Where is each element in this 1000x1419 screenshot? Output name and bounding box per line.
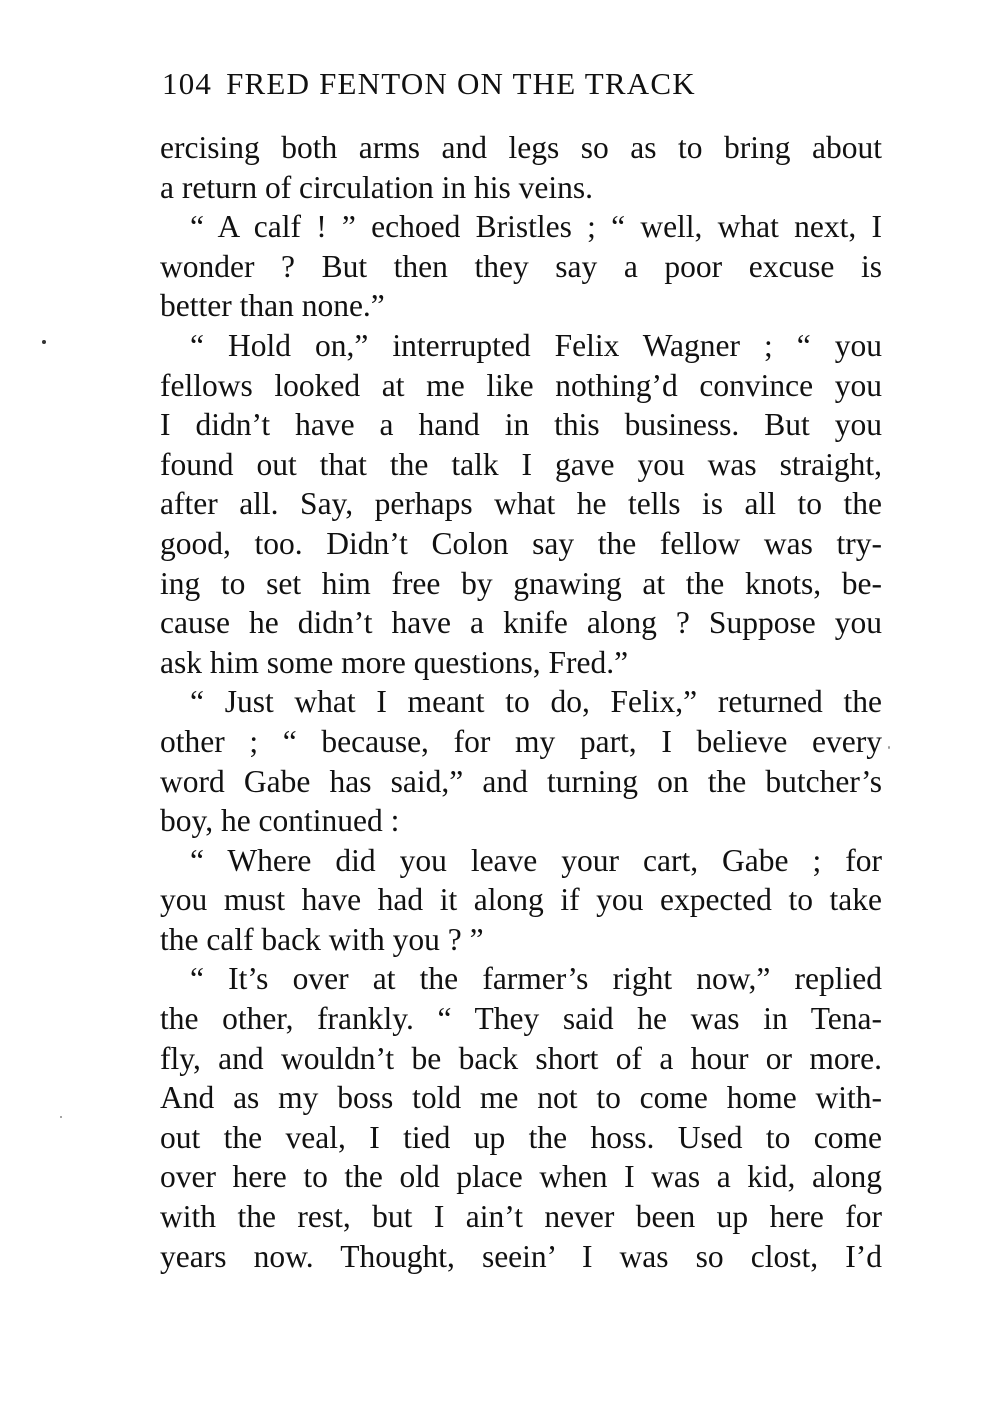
text-line: “ Hold on,” interrupted Felix Wagner ; “ you — [190, 327, 882, 363]
text-line: over here to the old place when I was a kid, along — [160, 1159, 882, 1195]
running-title: FRED FENTON ON THE TRACK — [226, 66, 696, 101]
text-line: And as my boss told me not to come home with- — [160, 1080, 882, 1116]
text-line: fly, and wouldn’t be back short of a hour or more. — [160, 1040, 882, 1076]
text-line: “ It’s over at the farmer’s right now,” replied — [190, 961, 882, 997]
page-number: 104 — [162, 66, 213, 101]
text-line: “ A calf ! ” echoed Bristles ; “ well, what next, I — [190, 209, 882, 245]
text-line: fellows looked at me like nothing’d convince you — [160, 367, 882, 403]
text-line: good, too. Didn’t Colon say the fellow was try- — [160, 525, 882, 561]
text-line: ercising both arms and legs so as to bring about — [160, 130, 882, 165]
text-line: with the rest, but I ain’t never been up here for — [160, 1199, 882, 1235]
text-line: the calf back with you ? ” — [160, 921, 484, 957]
text-line: after all. Say, perhaps what he tells is all to the — [160, 486, 882, 522]
scan-speck — [60, 1116, 62, 1118]
text-line: better than none.” — [160, 288, 385, 324]
scan-speck — [888, 746, 890, 749]
text-line: a return of circulation in his veins. — [160, 169, 594, 205]
text-line: years now. Thought, seein’ I was so clost, I’d — [160, 1238, 882, 1274]
text-line: cause he didn’t have a knife along ? Suppose you — [160, 605, 882, 641]
text-line: ing to set him free by gnawing at the knots, be- — [160, 565, 882, 601]
text-line: found out that the talk I gave you was straight, — [160, 446, 882, 482]
text-line: “ Where did you leave your cart, Gabe ; for — [190, 842, 882, 878]
text-line: other ; “ because, for my part, I believe every — [160, 723, 882, 759]
text-line: boy, he continued : — [160, 803, 400, 839]
text-line: you must have had it along if you expected to take — [160, 882, 882, 918]
scan-speck — [42, 340, 46, 344]
text-line: out the veal, I tied up the hoss. Used to come — [160, 1119, 882, 1155]
body-text — [160, 128, 882, 1276]
text-line: I didn’t have a hand in this business. But you — [160, 407, 882, 443]
text-line: ask him some more questions, Fred.” — [160, 644, 629, 680]
text-line: “ Just what I meant to do, Felix,” returned the — [190, 684, 882, 720]
running-head — [162, 66, 862, 102]
text-line: the other, frankly. “ They said he was in Tena- — [160, 1001, 882, 1037]
text-line: wonder ? But then they say a poor excuse is — [160, 248, 882, 284]
text-line: word Gabe has said,” and turning on the butcher’s — [160, 763, 882, 799]
